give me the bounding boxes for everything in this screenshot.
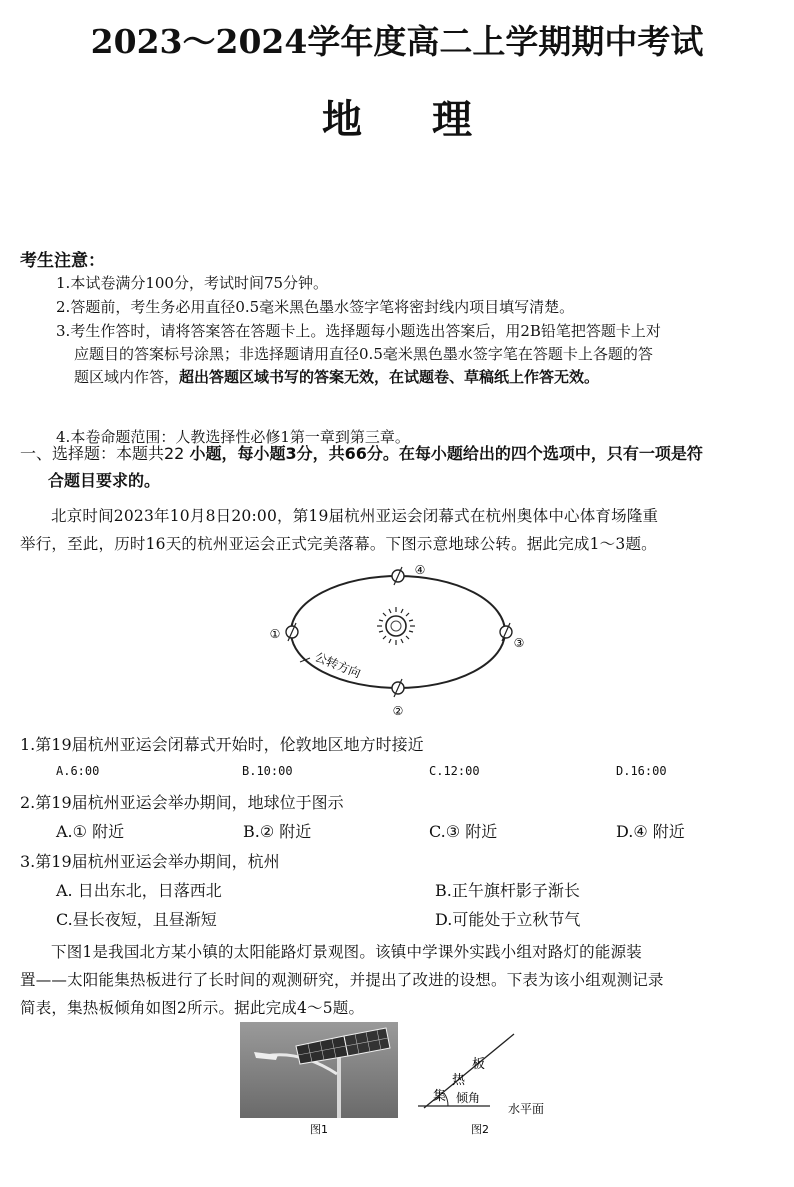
section-heading: 一、选择题：本题共22 小题，每小题3分，共66分。在每小题给出的四个选项中，只有一项是符 合题目要求的。 [20,444,703,490]
earth-position-2 [392,679,404,718]
q1-option-a[interactable]: A.6:00 [56,764,100,778]
sun-icon [377,607,415,645]
subject-title: 地理 [322,97,542,143]
svg-text:集: 集 [433,1089,447,1104]
earth-position-4 [392,563,425,585]
svg-text:热: 热 [452,1073,466,1088]
earth-position-1 [270,623,298,641]
q2-option-a[interactable]: A.① 附近 [56,822,125,841]
figure-2-caption: 图2 [471,1123,489,1136]
question-3-stem: 3.第19届杭州亚运会举办期间，杭州 [20,852,280,871]
q3-option-c[interactable]: C.昼长夜短，且昼渐短 [56,910,217,929]
revolution-direction-label: 公转方向 [312,649,363,681]
earth-position-3 [500,623,524,650]
q3-option-b[interactable]: B.正午旗杆影子渐长 [435,881,580,900]
notice-item-1: 1.本试卷满分100分，考试时间75分钟。 [56,274,329,292]
q1-option-c[interactable]: C.12:00 [429,764,480,778]
notice-item-2: 2.答题前，考生务必用直径0.5毫米黑色墨水签字笔将密封线内项目填写清楚。 [56,298,575,316]
q3-option-d[interactable]: D.可能处于立秋节气 [435,910,581,929]
svg-text:③: ③ [513,636,525,650]
svg-text:倾角: 倾角 [456,1091,481,1105]
q1-option-b[interactable]: B.10:00 [242,764,293,778]
passage-2: 下图1是我国北方某小镇的太阳能路灯景观图。该镇中学课外实践小组对路灯的能源装 置——太阳能集热板进行了长时间的观测研究，并提出了改进的设想。下表为该小组观测记录 简表，集热板倾角如图2所示。据此完成4～5题。 [20,943,664,1017]
svg-text:板: 板 [472,1057,486,1072]
exam-title: 2023～2024学年度高二上学期期中考试 [90,22,704,61]
notice-heading: 考生注意： [20,251,105,271]
earth-revolution-figure [262,560,532,720]
q3-option-a[interactable]: A. 日出东北，日落西北 [56,881,222,900]
svg-text:①: ① [269,627,281,641]
solar-streetlight-figures [240,1022,560,1138]
notice-item-3: 3.考生作答时，请将答案答在答题卡上。选择题每小题选出答案后，用2B铅笔把答题卡上对 应题目的答案标号涂黑；非选择题请用直径0.5毫米黑色墨水签字笔在答题卡上各题的答 题区域内作答，超出答题区域书写的答案无效，在试题卷、草稿纸上作答无效。 [56,322,661,386]
q2-option-c[interactable]: C.③ 附近 [429,822,498,841]
q1-option-d[interactable]: D.16:00 [616,764,667,778]
notice-item-4: 4.本卷命题范围：人教选择性必修1第一章到第三章。 [56,428,410,446]
q2-option-b[interactable]: B.② 附近 [243,822,312,841]
passage-1: 北京时间2023年10月8日20:00，第19届杭州亚运会闭幕式在杭州奥体中心体育场隆重 举行，至此，历时16天的杭州亚运会正式完美落幕。下图示意地球公转。据此完成1～3题。 [20,507,659,553]
svg-text:④: ④ [414,563,426,577]
q2-option-d[interactable]: D.④ 附近 [616,822,685,841]
figure-1-caption: 图1 [310,1123,328,1136]
question-2-stem: 2.第19届杭州亚运会举办期间，地球位于图示 [20,793,344,812]
svg-text:水平面: 水平面 [508,1102,545,1116]
svg-text:②: ② [392,704,404,718]
question-1-stem: 1.第19届杭州亚运会闭幕式开始时，伦敦地区地方时接近 [20,735,424,754]
